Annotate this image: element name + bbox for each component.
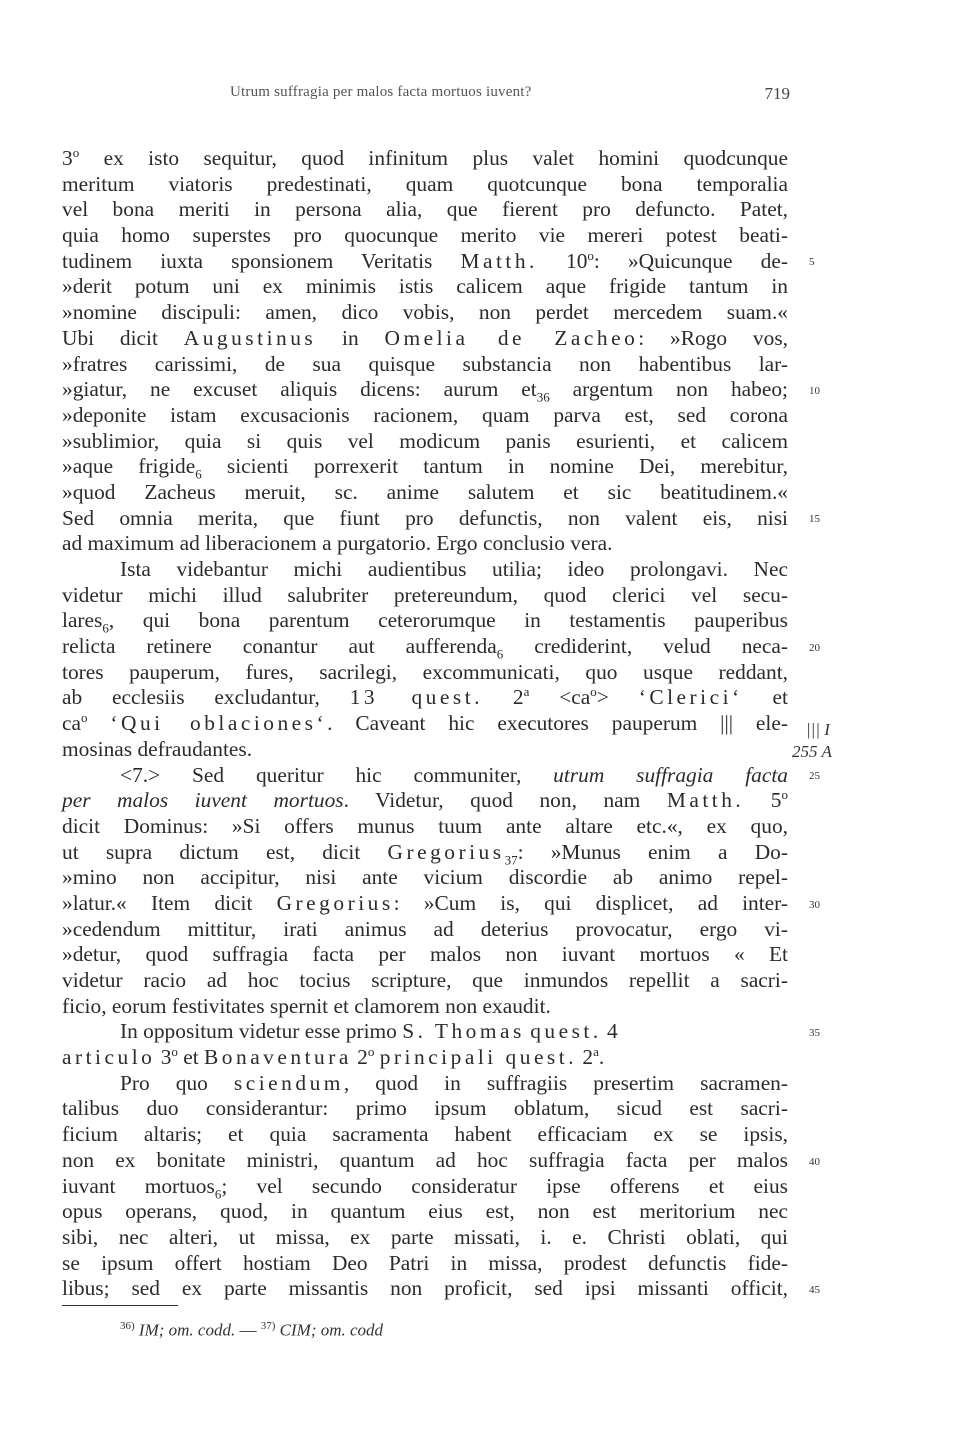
text-line: articulo 3$^o$ et Bonaventura 2$^o$ principali quest. 2$^a$.	[62, 1043, 605, 1070]
text-line: »sublimior, quia si quis vel modicum panis esurienti, et calicem	[62, 428, 788, 453]
text-line: »mino non accipitur, nisi ante vicium discordie ab animo repel-	[62, 865, 788, 890]
text-line: lares$_6$, qui bona parentum ceterorumque in testamentis pauperibus	[62, 608, 788, 636]
text-line: Pro quo sciendum, quod in suffragiis presertim sacramen-	[120, 1070, 789, 1095]
footnote-mark: 36)	[120, 1320, 135, 1332]
text-line: »latur.« Item dicit Gregorius: »Cum is, qui displicet, ad inter-	[62, 890, 788, 915]
text-line: »cedendum mittitur, irati animus ad deterius provocatur, ergo vi-	[62, 916, 788, 941]
text-line: se ipsum offert hostiam Deo Patri in missa, prodest defunctis fide-	[62, 1250, 788, 1275]
footnote-rule	[62, 1305, 178, 1306]
text-line: relicta retinere conantur aut aufferenda$_6$ crediderint, velud neca-	[62, 634, 788, 662]
text-line: ficium altaris; et quia sacramenta habent efficaciam ex se ipsis,	[62, 1122, 788, 1147]
text-line: opus operans, quod, in quantum eius est, non est meritorium nec	[62, 1199, 788, 1224]
text-line: In oppositum videtur esse primo S. Thomas quest. 4	[120, 1019, 618, 1044]
running-header	[230, 84, 790, 106]
text-line: talibus duo considerantur: primo ipsum oblatum, sicud est sacri-	[62, 1096, 788, 1121]
text-line: tudinem iuxta sponsionem Veritatis Matth. 10$^o$: »Quicunque de-	[62, 247, 788, 273]
text-line: $ca^o$ ‘Qui oblaciones‘. Caveant hic executores pauperum ||| ele-	[62, 710, 788, 736]
text-line: videtur racio ad hoc tocius scripture, que inmundos repellit a sacri-	[62, 968, 788, 992]
text-line: <7.> Sed queritur hic communiter, utrum suffragia facta	[120, 762, 788, 787]
margin-ref-page: 255 A	[792, 742, 832, 761]
text-line: »giatur, ne excuset aliquis dicens: aurum $et_{36}$ argentum non habeo;	[62, 377, 788, 405]
footnotes	[120, 1320, 383, 1341]
text-line: meritum viatoris predestinati, quam quotcunque bona temporalia	[62, 171, 788, 196]
text-line: »aque frigide$_6$ sicienti porrexerit tantum in nomine Dei, merebitur,	[62, 454, 788, 482]
text-line: Ubi dicit Augustinus in Omelia de Zacheo: »Rogo vos,	[62, 325, 788, 350]
main-text	[62, 146, 788, 1302]
text-line: vel bona meriti in persona alia, que fierent pro defuncto. Patet,	[62, 197, 788, 222]
text-line: ad maximum ad liberacionem a purgatorio. Ergo conclusio vera.	[62, 531, 613, 556]
footnote-text: CIM; om. codd	[279, 1320, 384, 1340]
text-line: Sed omnia merita, que fiunt pro defunctis, non valent eis, nisi	[62, 505, 788, 530]
text-line: »detur, quod suffragia facta per malos non iuvant mortuos « Et	[62, 942, 788, 967]
margin-line-number: 30	[809, 899, 820, 911]
text-line: ficio, eorum festivitates spernit et clamorem non exaudit.	[62, 993, 551, 1018]
text-line: libus; sed ex parte missantis non proficit, sed ipsi missanti officit,	[62, 1276, 788, 1301]
text-line: non ex bonitate ministri, quantum ad hoc suffragia facta per malos	[62, 1147, 788, 1172]
margin-line-number: 25	[809, 770, 820, 782]
margin-line-number: 5	[809, 256, 815, 268]
margin-line-number: 15	[809, 513, 820, 525]
margin-line-number: 35	[809, 1027, 820, 1039]
text-line: »quod Zacheus meruit, sc. anime salutem et sic beatitudinem.«	[62, 479, 788, 504]
text-line: mosinas defraudantes.	[62, 736, 253, 761]
footnote-separator: —	[239, 1320, 257, 1340]
margin-line-number: 10	[809, 385, 820, 397]
text-line: per malos iuvent mortuos. Videtur, quod non, nam Matth. 5$^o$	[62, 787, 788, 813]
text-line: »deponite istam excusacionis racionem, quam parva est, sed corona	[62, 402, 788, 427]
footnote-mark: 37)	[260, 1320, 276, 1332]
text-line: sibi, nec alteri, ut missa, ex parte missati, i. e. Christi oblati, qui	[62, 1224, 788, 1249]
margin-line-number: 20	[809, 642, 820, 654]
text-line: quia homo superstes pro quocunque merito vie mereri potest beati-	[62, 223, 788, 248]
text-line: dicit Dominus: »Si offers munus tuum ante altare etc.«, ex quo,	[62, 813, 788, 838]
text-line: Ista videbantur michi audientibus utilia; ideo prolongavi. Nec	[120, 557, 788, 581]
page-number: 719	[764, 84, 790, 103]
margin-line-number: 45	[809, 1284, 820, 1296]
running-title: Utrum suffragia per malos facta mortuos iuvent?	[230, 84, 532, 100]
text-line: ab ecclesiis excludantur, 13 quest. $2^a <ca^o>$ ‘Clerici‘ et	[62, 684, 788, 710]
text-line: iuvant mortuos$_6$; vel secundo consideratur ipse offerens et eius	[62, 1173, 788, 1201]
footnote-text: IM; om. codd.	[138, 1320, 236, 1340]
text-line: »derit potum uni ex minimis istis calicem aque frigide tantum in	[62, 274, 788, 299]
margin-ref-mark: ||| I	[806, 720, 830, 739]
text-line: »nomine discipuli: amen, dico vobis, non perdet mercedem suam.«	[62, 300, 788, 325]
text-line: ut supra dictum est, dicit Gregorius$_{37}$: »Munus enim a Do-	[62, 839, 788, 867]
text-line: »fratres carissimi, de sua quisque substancia non habentibus lar-	[62, 351, 788, 376]
margin-line-number: 40	[809, 1156, 820, 1168]
text-line: 3$^o$ ex isto sequitur, quod infinitum plus valet homini quodcunque	[62, 144, 788, 170]
text-line: tores pauperum, fures, sacrilegi, excommunicati, quo usque reddant,	[62, 659, 788, 684]
text-line: videtur michi illud salubriter pretereundum, quod clerici vel secu-	[62, 582, 788, 607]
